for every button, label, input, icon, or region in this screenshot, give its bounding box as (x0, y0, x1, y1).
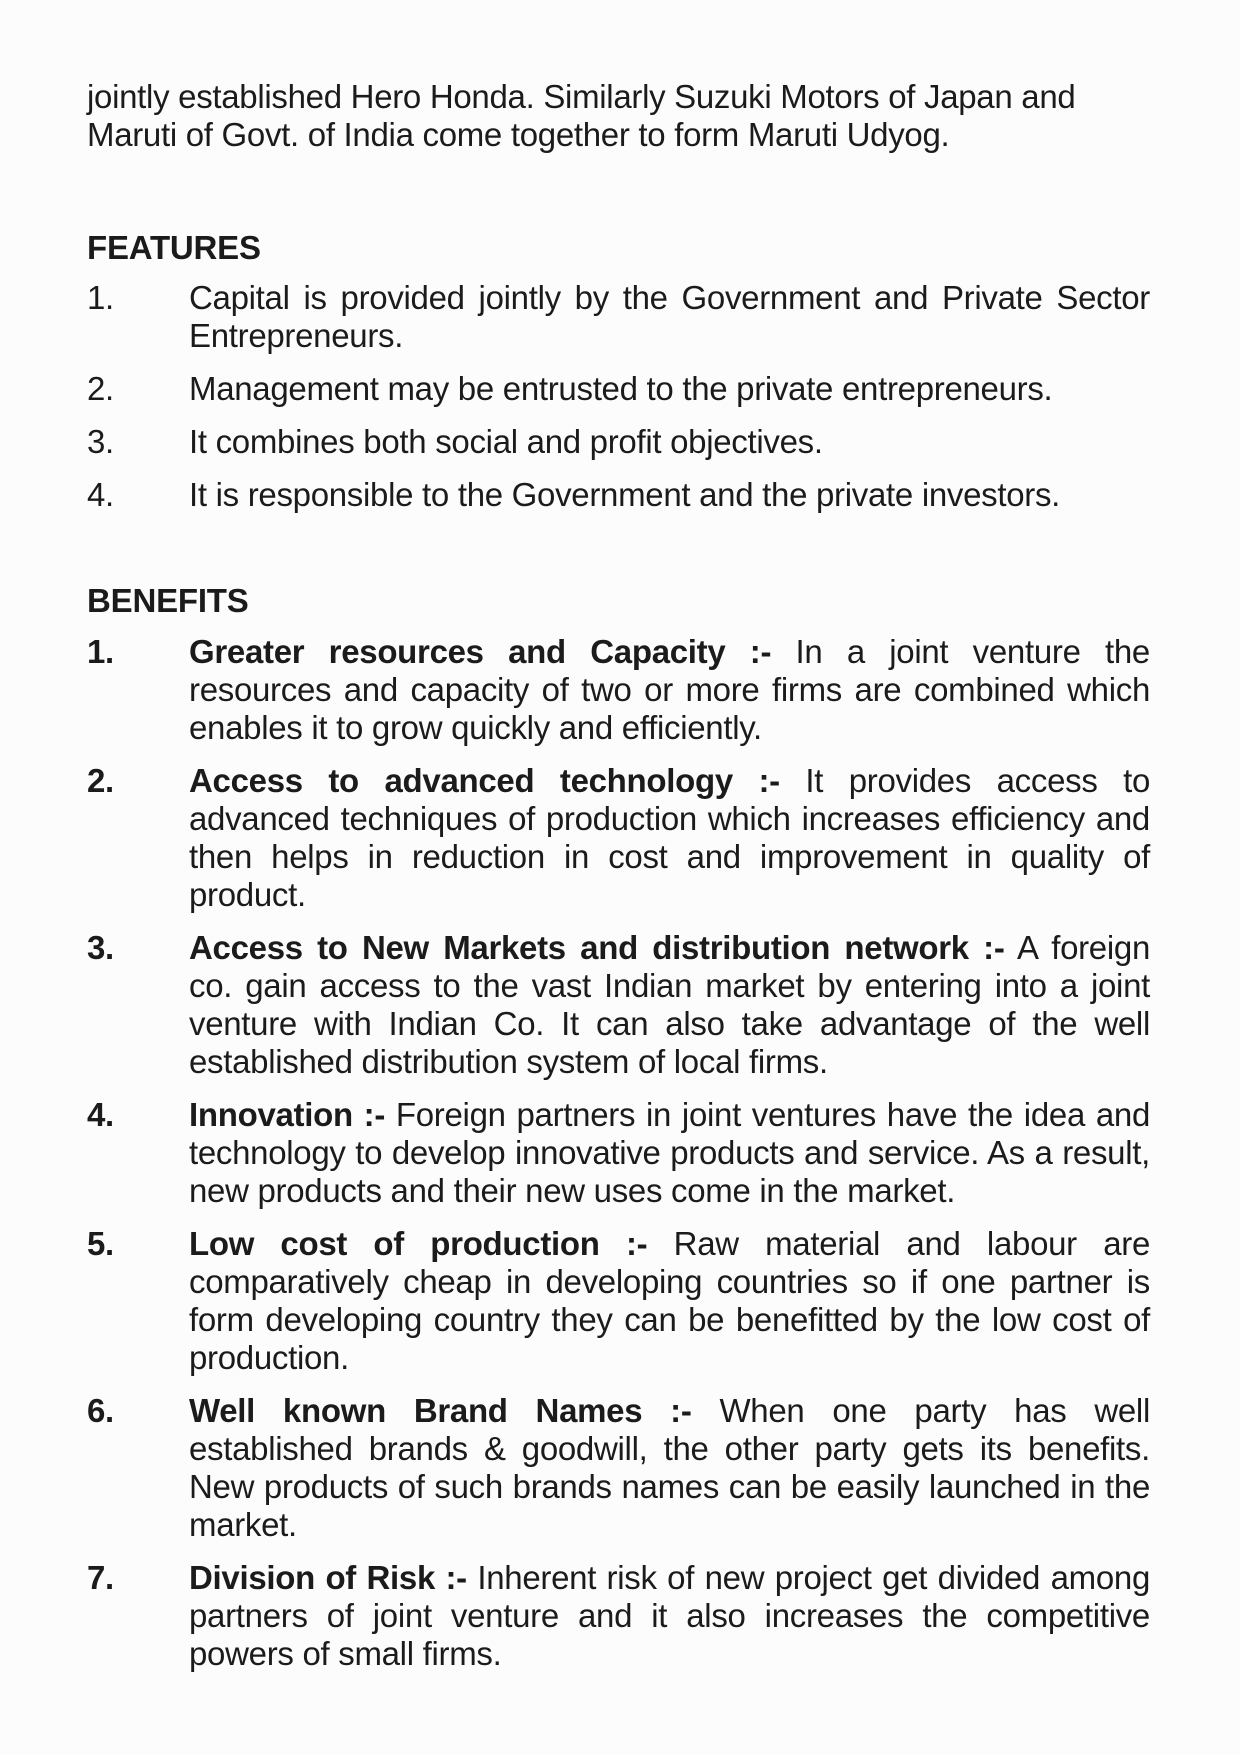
benefit-item (87, 1559, 1150, 1673)
benefit-body (189, 1225, 1150, 1377)
feature-item (87, 476, 1150, 514)
benefit-number: 2. (87, 762, 114, 799)
benefit-item (87, 929, 1150, 1081)
benefit-term: Access to advanced technology :- (189, 762, 780, 799)
benefit-item (87, 1225, 1150, 1377)
feature-text: Capital is provided jointly by the Government and Private Sector Entrepreneurs. (189, 279, 1150, 354)
benefit-item (87, 1096, 1150, 1210)
benefit-term: Low cost of production :- (189, 1225, 648, 1262)
benefit-body (189, 1096, 1150, 1210)
document-page (87, 78, 1150, 1688)
feature-number: 4. (87, 476, 114, 513)
benefit-body (189, 762, 1150, 914)
feature-text: It combines both social and profit objectives. (189, 423, 823, 460)
benefit-term: Innovation :- (189, 1096, 386, 1133)
intro-paragraph: jointly established Hero Honda. Similarly Suzuki Motors of Japan and Maruti of Govt. of India come together to form Maruti Udyog. (87, 78, 1076, 153)
benefit-number: 7. (87, 1559, 114, 1596)
benefit-body (189, 1559, 1150, 1673)
benefit-text: It provides access to advanced techniques of production which increases efficiency and then helps in reduction in cost and improvement in quality of product. (189, 762, 1151, 913)
benefit-body (189, 1392, 1150, 1544)
benefits-heading: BENEFITS (87, 582, 249, 619)
benefit-text: Foreign partners in joint ventures have the idea and technology to develop innovative products and service. As a result, new products and their new uses come in the market. (189, 1096, 1150, 1209)
benefit-item (87, 1392, 1150, 1544)
feature-item (87, 279, 1150, 355)
feature-item (87, 423, 1150, 461)
benefits-list (87, 633, 1150, 1673)
benefit-number: 3. (87, 929, 114, 966)
benefit-number: 1. (87, 633, 114, 670)
benefit-number: 5. (87, 1225, 114, 1262)
benefit-item (87, 633, 1150, 747)
feature-text: Management may be entrusted to the private entrepreneurs. (189, 370, 1053, 407)
feature-number: 3. (87, 423, 114, 460)
benefit-text: Inherent risk of new project get divided among partners of joint venture and it also increases the competitive powers of small firms. (189, 1559, 1150, 1672)
features-list (87, 279, 1150, 514)
feature-item (87, 370, 1150, 408)
benefit-term: Well known Brand Names :- (189, 1392, 692, 1429)
benefit-body (189, 929, 1150, 1081)
feature-number: 2. (87, 370, 114, 407)
benefit-text: When one party has well established brands & goodwill, the other party gets its benefits. New products of such brands names can be easily launched in the market. (189, 1392, 1151, 1543)
features-heading: FEATURES (87, 229, 261, 266)
benefit-text: A foreign co. gain access to the vast Indian market by entering into a joint venture with Indian Co. It can also take advantage of the well established distribution system of local firms. (189, 929, 1150, 1080)
feature-number: 1. (87, 279, 114, 316)
feature-text: It is responsible to the Government and the private investors. (189, 476, 1061, 513)
benefit-term: Greater resources and Capacity :- (189, 633, 772, 670)
benefit-term: Division of Risk :- (189, 1559, 467, 1596)
benefit-number: 4. (87, 1096, 114, 1133)
benefit-number: 6. (87, 1392, 114, 1429)
benefit-body (189, 633, 1150, 747)
benefit-item (87, 762, 1150, 914)
benefit-text: In a joint venture the resources and capacity of two or more firms are combined which enables it to grow quickly and efficiently. (189, 633, 1150, 746)
benefit-term: Access to New Markets and distribution network :- (189, 929, 1005, 966)
benefit-text: Raw material and labour are comparatively cheap in developing countries so if one partner is form developing country they can be benefitted by the low cost of production. (189, 1225, 1150, 1376)
